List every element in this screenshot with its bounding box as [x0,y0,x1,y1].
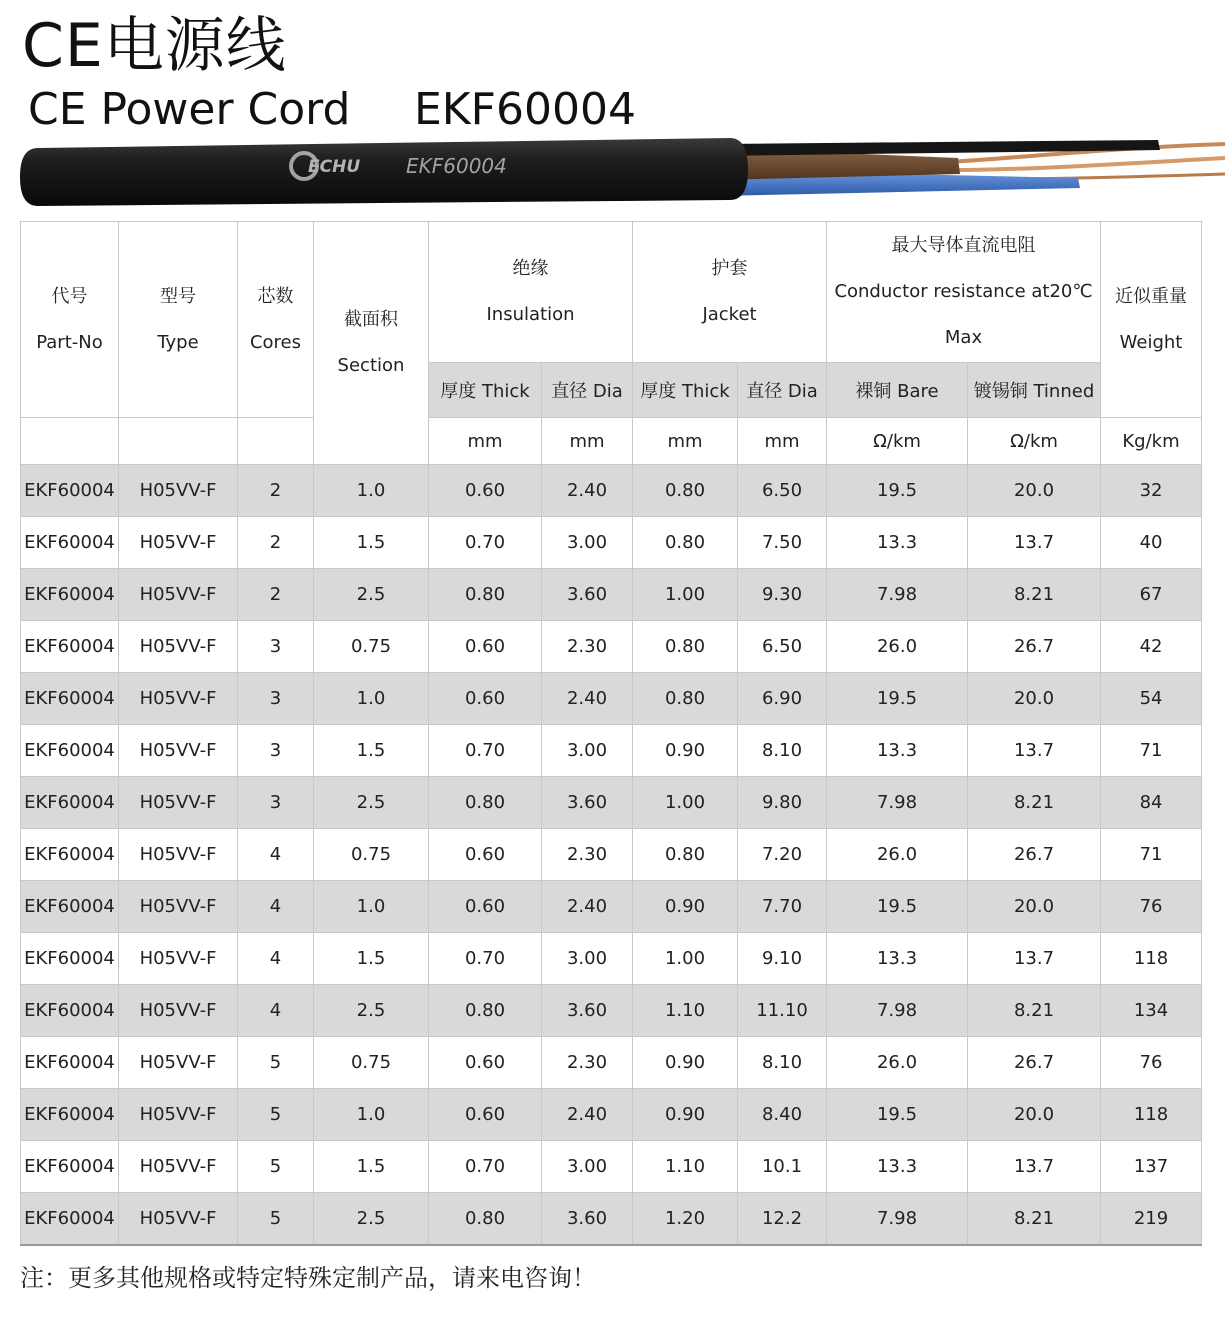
header-type-cn: 型号 [160,285,196,307]
header-type-en: Type [157,331,199,353]
cable-model-text: EKF60004 [406,154,507,178]
header-part-no-en: Part-No [36,331,103,353]
cell-jac-dia: 12.2 [738,1193,827,1245]
cell-section: 1.5 [314,933,429,985]
cell-type: H05VV-F [119,1089,238,1141]
cell-jac-thick: 0.80 [633,465,738,517]
cell-part-no: EKF60004 [21,777,119,829]
cell-tinned: 13.7 [968,725,1101,777]
cell-bare: 26.0 [827,829,968,881]
cell-jac-dia: 7.20 [738,829,827,881]
cell-ins-dia: 3.60 [542,569,633,621]
cell-ins-dia: 3.00 [542,725,633,777]
cell-section: 1.5 [314,517,429,569]
unit-ins-dia: mm [542,418,633,465]
table-row [21,725,1202,777]
unit-weight: Kg/km [1101,418,1202,465]
header-insulation-cn: 绝缘 [512,258,549,279]
cell-part-no: EKF60004 [21,1037,119,1089]
units-blank-cores [238,418,314,465]
cell-cores: 5 [238,1037,314,1089]
cell-section: 2.5 [314,569,429,621]
cell-weight: 71 [1101,725,1202,777]
cell-weight: 32 [1101,465,1202,517]
cell-ins-thick: 0.70 [429,517,542,569]
cell-cores: 5 [238,1141,314,1193]
header-bare: 裸铜 Bare [827,363,968,418]
cell-type: H05VV-F [119,569,238,621]
cell-ins-thick: 0.60 [429,881,542,933]
header-jac-dia: 直径 Dia [738,363,827,418]
cell-cores: 3 [238,777,314,829]
cell-section: 1.0 [314,1089,429,1141]
cell-jac-dia: 6.50 [738,465,827,517]
page-title-en: CE Power Cord [28,84,351,135]
cell-weight: 137 [1101,1141,1202,1193]
header-resistance [827,222,1101,363]
table-row [21,1141,1202,1193]
header-section-en: Section [337,355,405,376]
cell-jac-dia: 11.10 [738,985,827,1037]
cell-cores: 4 [238,881,314,933]
cell-jac-thick: 0.80 [633,621,738,673]
table-row [21,933,1202,985]
cell-jac-dia: 7.70 [738,881,827,933]
cell-weight: 76 [1101,881,1202,933]
table-row [21,673,1202,725]
cell-ins-thick: 0.60 [429,829,542,881]
cell-jac-thick: 1.00 [633,777,738,829]
cell-bare: 13.3 [827,1141,968,1193]
cell-type: H05VV-F [119,881,238,933]
cell-weight: 71 [1101,829,1202,881]
cell-ins-dia: 2.40 [542,673,633,725]
cell-ins-thick: 0.80 [429,1193,542,1245]
cell-bare: 19.5 [827,673,968,725]
cell-jac-thick: 1.10 [633,1141,738,1193]
header-jacket-en: Jacket [702,304,757,325]
units-blank-part-no [21,418,119,465]
cell-bare: 26.0 [827,621,968,673]
header-jac-thick: 厚度 Thick [633,363,738,418]
header-insulation-en: Insulation [486,304,575,325]
cell-tinned: 13.7 [968,933,1101,985]
cell-bare: 7.98 [827,1193,968,1245]
cell-tinned: 8.21 [968,1193,1101,1245]
cell-ins-dia: 2.40 [542,881,633,933]
cell-ins-dia: 3.60 [542,1193,633,1245]
header-part-no-cn: 代号 [51,285,88,307]
cell-part-no: EKF60004 [21,985,119,1037]
header-cores [238,222,314,418]
cell-jac-thick: 0.80 [633,673,738,725]
cell-weight: 67 [1101,569,1202,621]
cell-jac-dia: 8.10 [738,725,827,777]
cell-type: H05VV-F [119,673,238,725]
cell-part-no: EKF60004 [21,673,119,725]
cell-ins-dia: 2.30 [542,621,633,673]
header-insulation [429,222,633,363]
header-cores-en: Cores [249,331,302,353]
cell-ins-dia: 2.30 [542,1037,633,1089]
cell-ins-dia: 3.00 [542,517,633,569]
cell-part-no: EKF60004 [21,621,119,673]
table-row [21,1089,1202,1141]
cell-cores: 5 [238,1193,314,1245]
cell-jac-dia: 9.30 [738,569,827,621]
header-jacket-cn: 护套 [711,258,748,279]
cell-part-no: EKF60004 [21,933,119,985]
cell-ins-dia: 2.30 [542,829,633,881]
cell-part-no: EKF60004 [21,1089,119,1141]
cell-bare: 13.3 [827,933,968,985]
cell-cores: 3 [238,725,314,777]
cell-section: 1.0 [314,673,429,725]
cell-bare: 7.98 [827,569,968,621]
table-row [21,777,1202,829]
cell-jac-dia: 10.1 [738,1141,827,1193]
cell-tinned: 20.0 [968,465,1101,517]
cell-weight: 42 [1101,621,1202,673]
table-row [21,465,1202,517]
cell-cores: 2 [238,465,314,517]
cell-part-no: EKF60004 [21,829,119,881]
table-row [21,881,1202,933]
cell-cores: 4 [238,829,314,881]
cell-tinned: 20.0 [968,673,1101,725]
table-row [21,985,1202,1037]
cell-cores: 3 [238,621,314,673]
cell-type: H05VV-F [119,777,238,829]
header-part-no [21,222,119,418]
cell-ins-thick: 0.60 [429,673,542,725]
cell-cores: 4 [238,933,314,985]
cell-jac-thick: 1.00 [633,569,738,621]
cell-part-no: EKF60004 [21,1141,119,1193]
unit-ins-thick: mm [429,418,542,465]
cell-section: 0.75 [314,621,429,673]
cell-ins-thick: 0.60 [429,621,542,673]
cell-jac-dia: 7.50 [738,517,827,569]
cell-jac-dia: 6.50 [738,621,827,673]
cell-tinned: 13.7 [968,517,1101,569]
cell-part-no: EKF60004 [21,725,119,777]
cell-jac-thick: 0.80 [633,829,738,881]
cell-weight: 40 [1101,517,1202,569]
cell-jac-thick: 0.90 [633,725,738,777]
cell-tinned: 8.21 [968,569,1101,621]
cell-weight: 134 [1101,985,1202,1037]
cell-tinned: 8.21 [968,985,1101,1037]
table-row [21,621,1202,673]
cell-cores: 5 [238,1089,314,1141]
header-weight [1101,222,1202,418]
table-row [21,517,1202,569]
cell-type: H05VV-F [119,1037,238,1089]
cell-type: H05VV-F [119,465,238,517]
cell-ins-dia: 2.40 [542,465,633,517]
cell-weight: 118 [1101,1089,1202,1141]
black-core [718,140,1160,156]
cell-part-no: EKF60004 [21,569,119,621]
cell-section: 2.5 [314,777,429,829]
cell-type: H05VV-F [119,621,238,673]
cell-cores: 2 [238,569,314,621]
cable-brand-text: ECHU [308,157,361,177]
cell-ins-thick: 0.60 [429,1089,542,1141]
cell-ins-thick: 0.60 [429,465,542,517]
cell-type: H05VV-F [119,829,238,881]
cell-bare: 7.98 [827,985,968,1037]
header-weight-en: Weight [1119,331,1183,353]
cell-ins-thick: 0.80 [429,777,542,829]
cell-section: 1.5 [314,1141,429,1193]
cell-bare: 7.98 [827,777,968,829]
model-number: EKF60004 [414,84,636,135]
cell-bare: 13.3 [827,725,968,777]
cell-jac-thick: 0.90 [633,1089,738,1141]
cell-jac-thick: 1.20 [633,1193,738,1245]
cell-ins-thick: 0.70 [429,933,542,985]
cell-type: H05VV-F [119,985,238,1037]
header-ins-dia: 直径 Dia [542,363,633,418]
cable-jacket [20,138,748,206]
cell-weight: 118 [1101,933,1202,985]
cell-tinned: 20.0 [968,881,1101,933]
cell-part-no: EKF60004 [21,517,119,569]
cell-section: 1.0 [314,881,429,933]
cell-section: 0.75 [314,829,429,881]
cell-cores: 4 [238,985,314,1037]
cell-jac-dia: 9.80 [738,777,827,829]
cell-part-no: EKF60004 [21,1193,119,1245]
cell-ins-dia: 3.00 [542,933,633,985]
cell-jac-dia: 6.90 [738,673,827,725]
cell-weight: 84 [1101,777,1202,829]
cell-jac-thick: 1.10 [633,985,738,1037]
cell-bare: 13.3 [827,517,968,569]
unit-tinned: Ω/km [968,418,1101,465]
cell-tinned: 26.7 [968,1037,1101,1089]
cell-type: H05VV-F [119,1141,238,1193]
spec-table-body [21,465,1202,1245]
header-type [119,222,238,418]
units-blank-type [119,418,238,465]
table-row [21,1037,1202,1089]
unit-jac-thick: mm [633,418,738,465]
cable-image [18,134,1225,212]
cell-tinned: 26.7 [968,829,1101,881]
header-ins-thick: 厚度 Thick [429,363,542,418]
cell-section: 0.75 [314,1037,429,1089]
cell-jac-thick: 1.00 [633,933,738,985]
cell-ins-thick: 0.70 [429,1141,542,1193]
cell-jac-thick: 0.80 [633,517,738,569]
cell-type: H05VV-F [119,933,238,985]
header-section-cn: 截面积 [344,309,398,330]
cell-jac-dia: 8.10 [738,1037,827,1089]
cell-cores: 2 [238,517,314,569]
cell-cores: 3 [238,673,314,725]
cell-bare: 19.5 [827,1089,968,1141]
cell-ins-thick: 0.60 [429,1037,542,1089]
header-weight-cn: 近似重量 [1115,285,1188,307]
cell-type: H05VV-F [119,1193,238,1245]
cell-weight: 76 [1101,1037,1202,1089]
cell-type: H05VV-F [119,517,238,569]
cell-weight: 54 [1101,673,1202,725]
spec-table [20,221,1202,1246]
cell-tinned: 20.0 [968,1089,1101,1141]
cell-ins-dia: 3.00 [542,1141,633,1193]
cell-weight: 219 [1101,1193,1202,1245]
cell-ins-thick: 0.80 [429,985,542,1037]
cell-tinned: 13.7 [968,1141,1101,1193]
cell-section: 2.5 [314,985,429,1037]
header-resistance-max: Max [944,327,983,348]
cell-ins-dia: 2.40 [542,1089,633,1141]
cell-jac-dia: 9.10 [738,933,827,985]
cell-bare: 19.5 [827,881,968,933]
cell-bare: 19.5 [827,465,968,517]
header-cores-cn: 芯数 [257,285,294,307]
table-row [21,829,1202,881]
cell-tinned: 26.7 [968,621,1101,673]
cell-type: H05VV-F [119,725,238,777]
cell-section: 2.5 [314,1193,429,1245]
cell-section: 1.0 [314,465,429,517]
cell-ins-thick: 0.70 [429,725,542,777]
header-resistance-cn: 最大导体直流电阻 [891,235,1036,256]
header-jacket [633,222,827,363]
cell-section: 1.5 [314,725,429,777]
cell-tinned: 8.21 [968,777,1101,829]
cell-jac-dia: 8.40 [738,1089,827,1141]
table-row [21,569,1202,621]
cell-ins-dia: 3.60 [542,777,633,829]
cell-bare: 26.0 [827,1037,968,1089]
cell-jac-thick: 0.90 [633,1037,738,1089]
page-title-cn: CE电源线 [22,11,287,81]
unit-jac-dia: mm [738,418,827,465]
cell-ins-thick: 0.80 [429,569,542,621]
footnote: 注：更多其他规格或特定特殊定制产品，请来电咨询！ [20,1264,596,1292]
cell-jac-thick: 0.90 [633,881,738,933]
cell-ins-dia: 3.60 [542,985,633,1037]
unit-bare: Ω/km [827,418,968,465]
header-tinned: 镀锡铜 Tinned [968,363,1101,418]
header-resistance-en: Conductor resistance at20℃ [834,281,1093,302]
header-section [314,222,429,465]
cell-part-no: EKF60004 [21,881,119,933]
table-row [21,1193,1202,1245]
cell-part-no: EKF60004 [21,465,119,517]
